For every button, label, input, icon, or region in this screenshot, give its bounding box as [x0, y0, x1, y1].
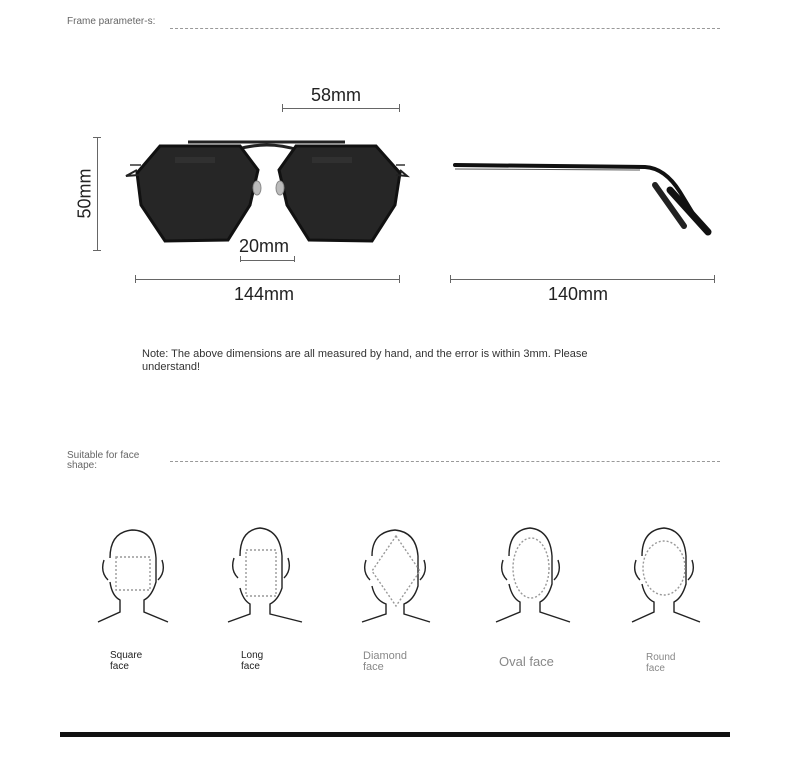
square-face-icon	[98, 530, 168, 622]
frame-parameters-label: Frame parameter-s:	[67, 16, 156, 27]
temple-length-label: 140mm	[548, 284, 609, 304]
face-label-long: Long face	[241, 650, 264, 672]
lens-height-label: 50mm	[74, 168, 95, 219]
measurement-note: Note: The above dimensions are all measured by hand, and the error is within 3mm. Please understand!	[142, 348, 588, 373]
face-label-diamond: Diamond face	[363, 650, 408, 673]
long-face-icon	[228, 528, 302, 622]
lens-width-label: 58mm	[311, 85, 362, 105]
oval-face-icon	[496, 528, 570, 622]
face-shape-label: Suitable for face shape:	[67, 450, 140, 471]
round-face-icon	[632, 528, 700, 622]
frame-width-label: 144mm	[234, 284, 295, 304]
face-label-square: Square face	[110, 650, 143, 672]
diamond-face-icon	[362, 530, 430, 622]
face-label-oval: Oval face	[499, 654, 554, 669]
bridge-width-label: 20mm	[239, 236, 290, 256]
bottom-divider-bar	[60, 732, 730, 737]
face-label-round: Round face	[646, 652, 676, 674]
